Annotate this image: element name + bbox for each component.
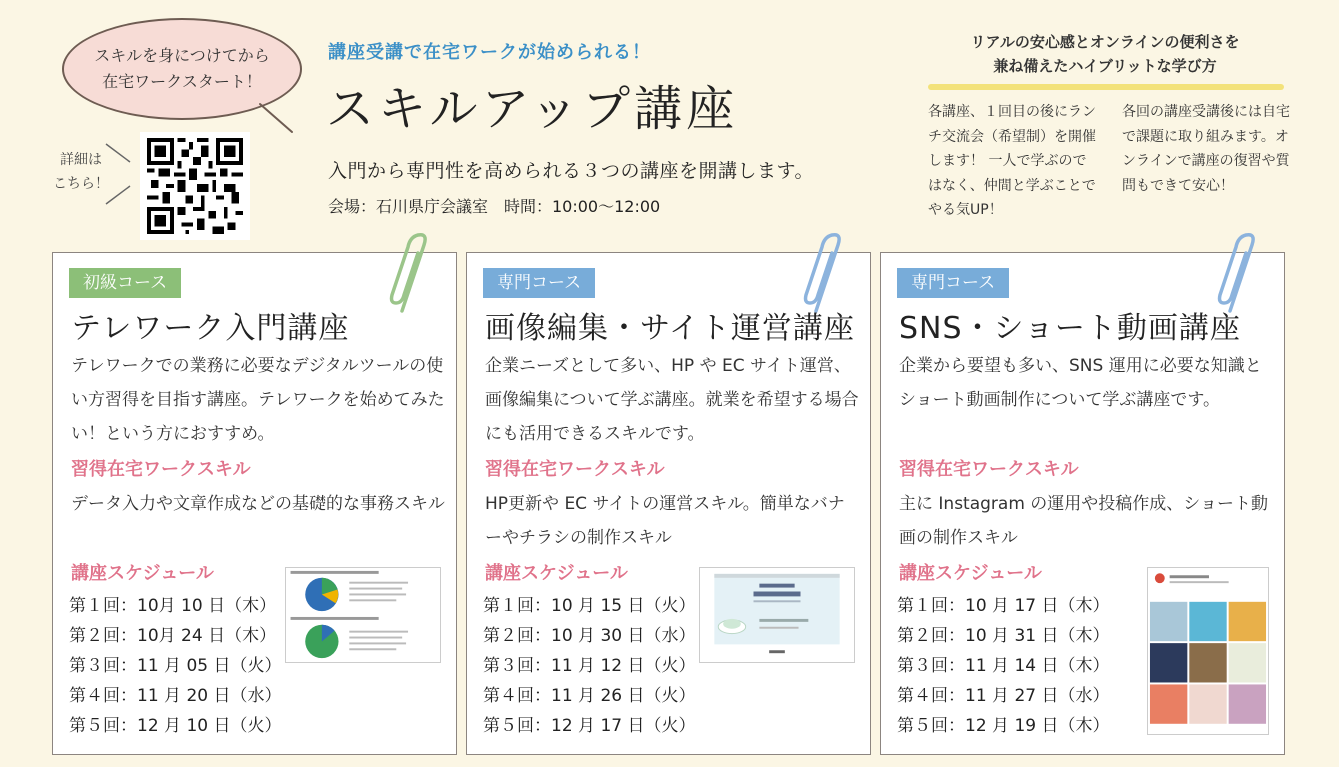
schedule-item: 第２回：10月 24 日（木） [69, 626, 277, 646]
schedule-item: 第１回：10月 10 日（木） [69, 596, 277, 616]
schedule-item: 第５回：12 月 17 日（火） [483, 716, 696, 736]
schedule-item: 第２回：10 月 31 日（木） [897, 626, 1110, 646]
bubble-tail-icon [258, 102, 296, 136]
skill-label: 習得在宅ワークスキル [485, 459, 665, 480]
schedule-list [69, 591, 281, 741]
schedule-label: 講座スケジュール [899, 563, 1042, 584]
detail-line-1: 詳細は [60, 152, 102, 168]
schedule-item: 第４回：11 月 26 日（火） [483, 686, 696, 706]
hybrid-title [926, 30, 1284, 78]
skill-description: 主に Instagram の運用や投稿作成、ショート動画の制作スキル [899, 494, 1268, 548]
course-title: SNS・ショート動画講座 [899, 311, 1241, 346]
course-level-badge: 専門コース [897, 268, 1009, 298]
survey-chart-image [285, 567, 441, 663]
website-banner-thumbnail-icon [700, 568, 854, 662]
hybrid-lunch-text: 各講座、１回目の後にランチ交流会（希望制）を開催します！ 一人で学ぶのではなく、仲間と学ぶことでやる気UP！ [928, 104, 1096, 218]
skill-description: HP更新や EC サイトの運営スキル。簡単なバナーやチラシの制作スキル [485, 494, 845, 548]
schedule-list [483, 591, 695, 741]
venue-time: 会場：石川県庁会議室 時間：10:00〜12:00 [328, 197, 661, 216]
course-title: 画像編集・サイト運営講座 [485, 311, 855, 346]
hybrid-underline [928, 84, 1284, 90]
schedule-item: 第３回：11 月 05 日（火） [69, 656, 282, 676]
course-level-badge: 初級コース [69, 268, 181, 298]
hybrid-title-line-2: 兼ね備えたハイブリットな学び方 [993, 57, 1217, 75]
schedule-item: 第４回：11 月 27 日（水） [897, 686, 1110, 706]
schedule-item: 第５回：12 月 19 日（木） [897, 716, 1110, 736]
skill-label: 習得在宅ワークスキル [899, 459, 1079, 480]
bubble-line-2: 在宅ワークスタート！ [102, 72, 262, 91]
course-description: テレワークでの業務に必要なデジタルツールの使い方習得を目指す講座。テレワークを始めてみたい！という方におすすめ。 [71, 356, 445, 444]
bubble-line-1: スキルを身につけてから [94, 46, 270, 65]
detail-line-2: こちら！ [53, 176, 109, 192]
schedule-item: 第１回：10 月 17 日（木） [897, 596, 1110, 616]
website-sample-image [699, 567, 855, 663]
paperclip-icon [388, 231, 432, 315]
skill-description: データ入力や文章作成などの基礎的な事務スキル [71, 494, 445, 514]
header-subtitle: 講座受講で在宅ワークが始められる！ [328, 42, 651, 63]
course-level-badge: 専門コース [483, 268, 595, 298]
course-card-sns [880, 252, 1285, 755]
hybrid-title-line-1: リアルの安心感とオンラインの便利さを [970, 33, 1240, 51]
course-card-telework [52, 252, 457, 755]
schedule-item: 第３回：11 月 14 日（木） [897, 656, 1110, 676]
schedule-item: 第３回：11 月 12 日（火） [483, 656, 696, 676]
pie-charts-thumbnail-icon [286, 568, 440, 662]
schedule-item: 第１回：10 月 15 日（火） [483, 596, 696, 616]
schedule-item: 第５回：12 月 10 日（火） [69, 716, 282, 736]
course-title: テレワーク入門講座 [71, 311, 350, 346]
course-card-image-site [466, 252, 871, 755]
qr-code-icon [146, 138, 244, 234]
intro-text: 入門から専門性を高められる３つの講座を開講します。 [328, 160, 814, 182]
course-description: 企業から要望も多い、SNS 運用に必要な知識とショート動画制作について学ぶ講座です。 [899, 356, 1262, 410]
instagram-feed-image [1147, 567, 1269, 735]
schedule-label: 講座スケジュール [71, 563, 214, 584]
schedule-item: 第４回：11 月 20 日（水） [69, 686, 282, 706]
pointer-lines-icon [100, 140, 140, 210]
course-description: 企業ニーズとして多い、HP や EC サイト運営、画像編集について学ぶ講座。就業を希望する場合にも活用できるスキルです。 [485, 356, 859, 444]
schedule-label: 講座スケジュール [485, 563, 628, 584]
hybrid-online-text: 各回の講座受講後には自宅で課題に取り組みます。オンラインで講座の復習や質問もできて安心！ [1122, 104, 1290, 194]
schedule-list [897, 591, 1109, 741]
instagram-grid-thumbnail-icon [1148, 568, 1268, 734]
skill-label: 習得在宅ワークスキル [71, 459, 251, 480]
page-title: スキルアップ講座 [326, 81, 739, 137]
schedule-item: 第２回：10 月 30 日（水） [483, 626, 696, 646]
qr-code[interactable] [140, 132, 250, 240]
